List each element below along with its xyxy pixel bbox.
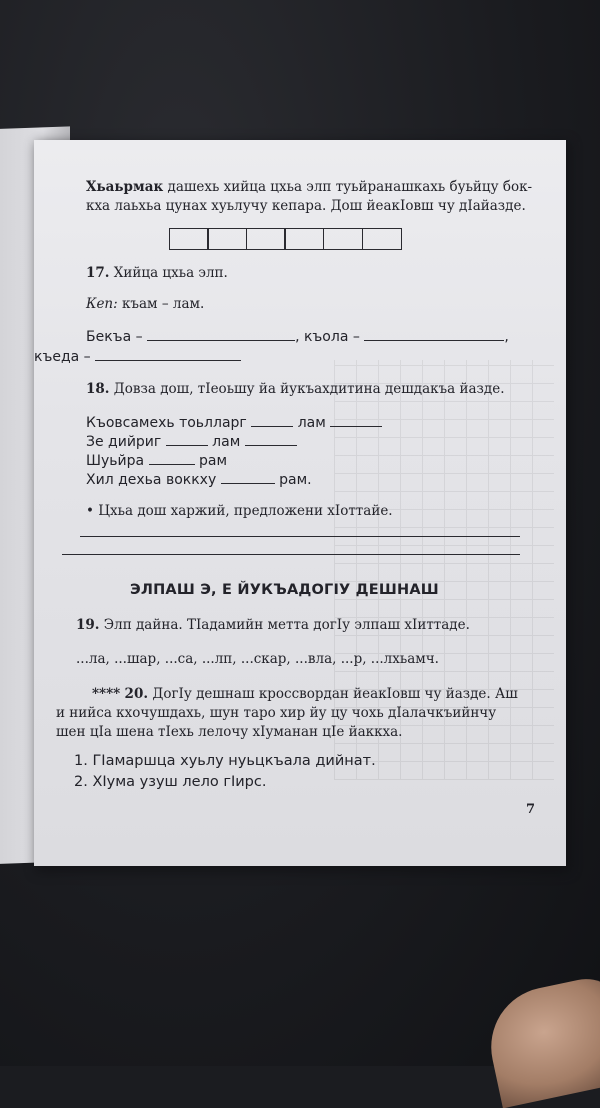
exercise-19-heading: [76, 616, 470, 635]
blank-line[interactable]: [364, 326, 504, 341]
blank-line[interactable]: [147, 326, 295, 341]
exercise-20-line2: и нийса кхочушдахь, шун таро хир йу цу чохь дIалачкъийнчу: [56, 705, 497, 721]
intro-bold-word: Хьаьрмак: [86, 179, 164, 195]
line3-ending: рам: [198, 453, 228, 469]
exercise-18-heading: [86, 380, 505, 399]
answer-grid: [170, 228, 402, 250]
blank-line[interactable]: [95, 346, 241, 361]
row1-comma: ,: [504, 329, 509, 345]
blank-line[interactable]: [166, 431, 208, 446]
blank-line[interactable]: [330, 412, 382, 427]
row2-word: къеда –: [34, 349, 91, 365]
exercise-18-task: [86, 502, 393, 521]
exercise-17-example: [86, 295, 204, 314]
exercise-20-number: 20.: [124, 686, 149, 702]
exercise-18-line4: [86, 469, 312, 490]
grid-cell[interactable]: [362, 228, 402, 250]
blank-line[interactable]: [149, 450, 195, 465]
exercise-17-text: Хийца цхьа элп.: [109, 265, 228, 281]
exercise-20-stars: ****: [92, 686, 121, 702]
line2-word: Зе дийриг: [86, 434, 162, 450]
exercise-20-item2: 2. ХIума узуш лело гIирс.: [74, 774, 267, 790]
exercise-19-items: ...ла, ...шар, ...са, ...лп, ...скар, ...вла, ...р, ...лхьамч.: [76, 651, 439, 667]
bullet: •: [86, 503, 94, 519]
line2-ending: лам: [212, 434, 241, 450]
line3-word: Шуьйра: [86, 453, 145, 469]
grid-cell[interactable]: [246, 228, 286, 250]
example-text: къам – лам.: [117, 296, 205, 312]
exercise-18-line3: [86, 450, 227, 471]
intro-paragraph-line2: кха лаьхьа цунах хуьлучу кепара. Дош йеакIовш чу дIайазде.: [86, 198, 526, 214]
exercise-20-line1: [92, 685, 518, 704]
line1-word: Къовсамехь тоьлларг: [86, 415, 247, 431]
grid-cell[interactable]: [169, 228, 209, 250]
intro-line1-text: дашехь хийца цхьа элп туьйранашкахь буьйцу бок-: [163, 179, 533, 195]
blank-line[interactable]: [245, 431, 297, 446]
line4-word: Хил дехьа воккху: [86, 472, 217, 488]
blank-line[interactable]: [251, 412, 293, 427]
exercise-19-text: Элп дайна. ТIадамийн метта догIу элпаш хIиттаде.: [99, 617, 470, 633]
section-title: ЭЛПАШ Э, Е ЙУКЪАДОГIУ ДЕШНАШ: [130, 582, 439, 598]
exercise-18-line2: [86, 431, 297, 452]
exercise-20-text1: ДогIу дешнаш кроссвордан йеакIовш чу йазде. Аш: [148, 686, 518, 702]
exercise-18-number: 18.: [86, 381, 110, 397]
exercise-19-number: 19.: [76, 617, 100, 633]
exercise-20-line3: шен цIа шена тIехь лелочу хIуманан цIе йаккха.: [56, 724, 403, 740]
exercise-18-text: Довза дош, тIеоьшу йа йукъахдитина дешдакъа йазде.: [109, 381, 505, 397]
exercise-20-item1: 1. ГIамаршца хуьлу нуьцкъала дийнат.: [74, 753, 376, 769]
exercise-17-heading: [86, 264, 228, 283]
example-label: Кеп:: [86, 296, 118, 312]
exercise-17-row1: [86, 326, 509, 347]
writing-line-2[interactable]: [62, 554, 520, 555]
grid-cell[interactable]: [323, 228, 363, 250]
exercise-18-line1: [86, 412, 382, 433]
exercise-17-row2: [34, 346, 241, 367]
row1-word-b: , къола –: [295, 329, 360, 345]
grid-cell[interactable]: [284, 228, 324, 250]
line1-ending: лам: [297, 415, 326, 431]
workbook-page: [34, 140, 566, 866]
writing-line-1[interactable]: [80, 536, 520, 537]
blank-line[interactable]: [221, 469, 275, 484]
page-number: 7: [526, 802, 536, 817]
exercise-17-number: 17.: [86, 265, 110, 281]
line4-ending: рам.: [279, 472, 312, 488]
task-text: Цхьа дош харжий, предложени хIоттайе.: [98, 503, 393, 519]
grid-cell[interactable]: [207, 228, 247, 250]
row1-word-a: Бекъа –: [86, 329, 143, 345]
intro-paragraph-line1: [86, 178, 532, 197]
